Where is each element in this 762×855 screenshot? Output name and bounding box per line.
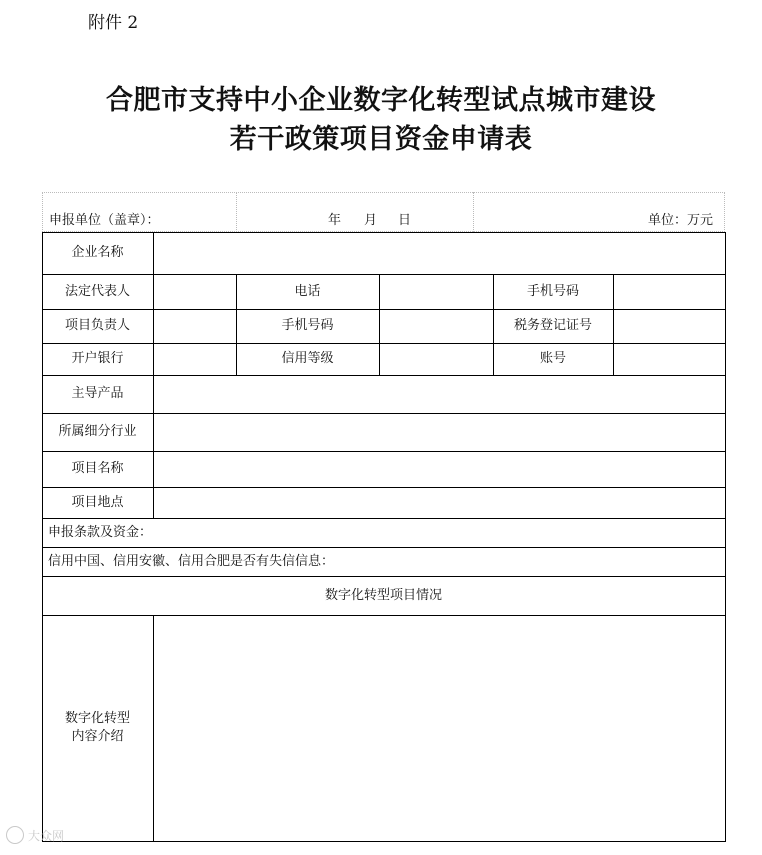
company-name-field[interactable] [153,232,725,274]
project-name-field[interactable] [153,451,725,487]
phone-field[interactable] [379,274,493,309]
intro-label-line2: 内容介绍 [71,729,124,744]
project-location-field[interactable] [153,487,725,518]
company-name-label: 企业名称 [71,245,124,260]
phone-label: 电话 [294,283,321,299]
watermark [6,826,64,844]
project-lead-label: 项目负责人 [64,318,130,333]
industry-label: 所属细分行业 [58,424,137,439]
date-year: 年 [328,213,342,228]
tax-reg-label: 税务登记证号 [513,318,592,333]
date-month: 月 [364,213,378,228]
table-rule [725,232,726,841]
account-field[interactable] [613,343,725,375]
bank-label: 开户银行 [71,351,124,366]
project-name-label: 项目名称 [71,461,124,476]
intro-label [42,615,153,841]
tax-reg-field[interactable] [613,309,725,343]
watermark-text: 大众网 [28,828,65,843]
project-location-label: 项目地点 [71,494,124,510]
mobile-field[interactable] [613,274,725,309]
applicant-label: 申报单位（盖章）： [49,213,160,228]
table-rule [42,841,726,842]
attachment-label: 附件 2 [88,13,139,33]
clause-funds-label: 申报条款及资金： [48,524,153,540]
logo-icon [6,826,24,844]
legal-rep-field[interactable] [153,274,236,309]
bank-field[interactable] [153,343,236,375]
unit-label: 单位：万元 [648,213,714,228]
credit-level-label: 信用等级 [281,351,334,366]
account-label: 账号 [539,351,566,366]
date-day: 日 [398,213,412,228]
industry-field[interactable] [153,413,725,451]
lead-mobile-field[interactable] [379,309,493,343]
project-lead-field[interactable] [153,309,236,343]
main-product-field[interactable] [153,375,725,413]
page-title-line2: 若干政策项目资金申请表 [229,124,533,155]
lead-mobile-label: 手机号码 [281,318,334,333]
credit-level-field[interactable] [379,343,493,375]
credit-info-label: 信用中国、信用安徽、信用合肥是否有失信信息： [48,553,335,569]
page-title-line1: 合肥市支持中小企业数字化转型试点城市建设 [106,85,656,116]
legal-rep-label: 法定代表人 [64,283,130,299]
main-product-label: 主导产品 [71,386,124,401]
mobile-label: 手机号码 [526,283,579,299]
intro-field[interactable] [153,615,725,841]
intro-label-line1: 数字化转型 [64,711,130,726]
section-title: 数字化转型项目情况 [324,587,442,603]
